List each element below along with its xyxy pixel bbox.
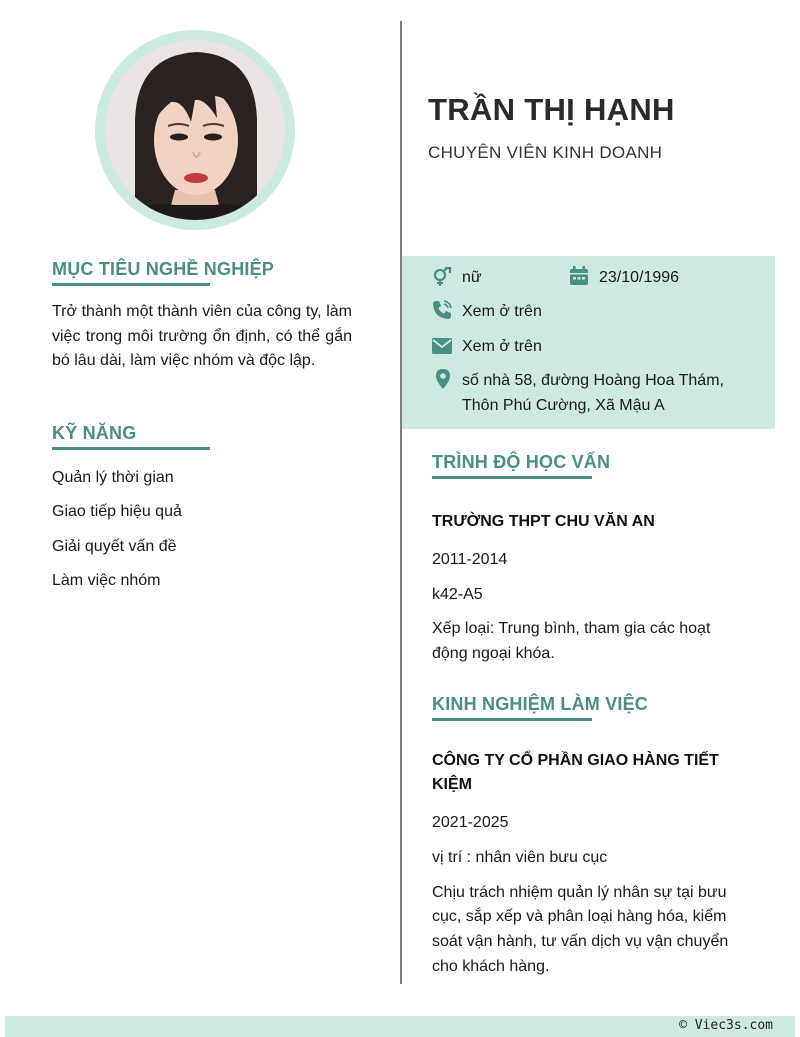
skills-underline — [52, 447, 210, 450]
education-underline — [432, 476, 592, 479]
experience-position: vị trí : nhân viên bưu cục — [432, 849, 608, 866]
experience-desc-line2: cục, sắp xếp và phân loại hàng hóa, kiểm — [432, 908, 727, 925]
profile-name: TRẦN THỊ HẠNH — [428, 92, 675, 127]
education-period: 2011-2014 — [432, 551, 508, 568]
location-pin-icon — [433, 369, 453, 389]
skills-title: KỸ NĂNG — [52, 423, 137, 443]
contact-info-panel — [402, 256, 775, 429]
experience-desc-line3: soát vận hành, tư vấn dịch vụ vận chuyển — [432, 933, 729, 950]
education-class: k42-A5 — [432, 586, 483, 603]
calendar-icon — [569, 266, 589, 286]
profile-photo — [105, 40, 285, 220]
email-value: Xem ở trên — [462, 338, 542, 355]
education-title: TRÌNH ĐỘ HỌC VẤN — [432, 452, 611, 472]
experience-desc-line4: cho khách hàng. — [432, 958, 550, 975]
skill-item: Giao tiếp hiệu quả — [52, 503, 182, 520]
phone-icon — [432, 300, 452, 320]
objective-title: MỤC TIÊU NGHỀ NGHIỆP — [52, 259, 275, 279]
gender-icon — [432, 267, 452, 287]
objective-underline — [52, 283, 210, 286]
avatar — [105, 40, 285, 220]
education-grade-line2: động ngoại khóa. — [432, 645, 555, 662]
phone-value: Xem ở trên — [462, 303, 542, 320]
avatar-ring — [95, 30, 295, 230]
education-school: TRƯỜNG THPT CHU VĂN AN — [432, 513, 655, 530]
address-line1: số nhà 58, đường Hoàng Hoa Thám, — [462, 372, 724, 389]
email-icon — [432, 336, 452, 356]
skill-item: Làm việc nhóm — [52, 572, 161, 589]
experience-company-line2: KIỆM — [432, 776, 472, 793]
skill-item: Quản lý thời gian — [52, 469, 174, 486]
gender-value: nữ — [462, 269, 482, 286]
birthdate-value: 23/10/1996 — [599, 269, 680, 286]
education-grade-line1: Xếp loại: Trung bình, tham gia các hoạt — [432, 620, 711, 637]
column-divider — [400, 21, 402, 984]
address-line2: Thôn Phú Cường, Xã Mậu A — [462, 397, 665, 414]
skill-item: Giải quyết vấn đề — [52, 538, 177, 555]
objective-text: Trở thành một thành viên của công ty, làm việc trong môi trường ổn định, có thể gắn bó lâu dài, làm việc nhóm và độc lập. — [52, 303, 352, 369]
experience-period: 2021-2025 — [432, 814, 509, 831]
experience-desc-line1: Chịu trách nhiệm quản lý nhân sự tại bưu — [432, 884, 727, 901]
experience-title: KINH NGHIỆM LÀM VIỆC — [432, 694, 649, 714]
experience-company-line1: CÔNG TY CỔ PHẦN GIAO HÀNG TIẾT — [432, 752, 719, 769]
experience-underline — [432, 718, 592, 721]
profile-role: CHUYÊN VIÊN KINH DOANH — [428, 143, 663, 162]
footer-bar — [5, 1016, 795, 1037]
footer-copyright[interactable]: © Viec3s.com — [679, 1018, 773, 1033]
